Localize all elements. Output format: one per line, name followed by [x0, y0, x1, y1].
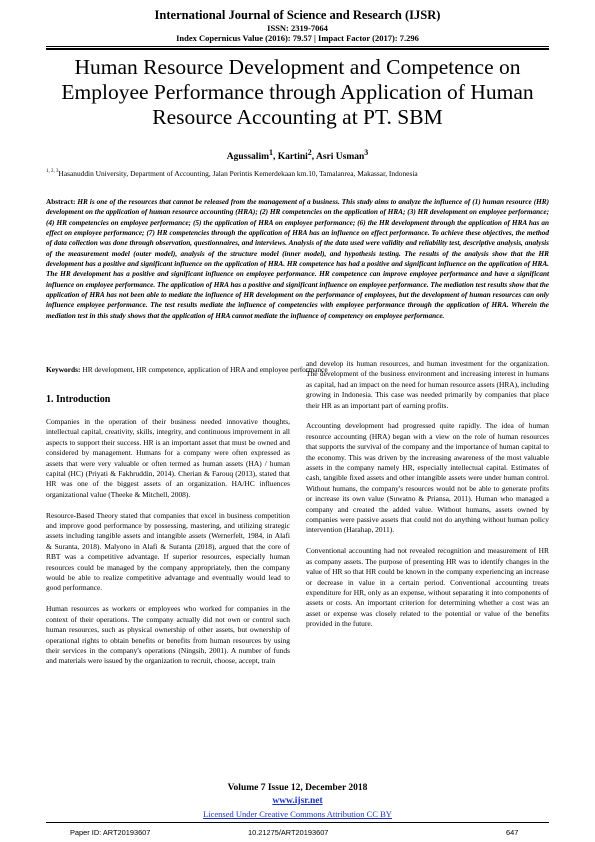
- journal-index: Index Copernicus Value (2016): 79.57 | Impact Factor (2017): 7.296: [176, 33, 419, 43]
- paragraph: Human resources as workers or employees who worked for companies in the context of their operations. The company actually did not own or control such human resources, such as physical ownership of other assets, but ownership of operational rights to obtain benefits or benefits from human resources by using their services in the company's operations (Ningsih, 2001). A number of funds and materials were issued by the organization to recruit, choose, accept, train: [46, 604, 290, 666]
- footer-volume: Volume 7 Issue 12, December 2018: [227, 783, 368, 793]
- paragraph: Conventional accounting had not revealed recognition and measurement of HR as company assets. The purpose of presenting HR was to identify changes in the value of HR so that HR could be known in the company experiencing an increase or decrease in value in a certain period. Conventional accounting treats expenditure for HR, only as an expense, without separating it into components of assets or costs. An important criterion for determining whether a cost was an asset or expense was closely related to the potential or value of the benefits provided in the future.: [306, 546, 549, 629]
- paragraph: Companies in the operation of their business needed innovative thoughts, intellectual capital, creativity, skills, integrity, and continuous improvement in all aspects to support their success. HR is an important asset that must be owned and considered by management. Humans for a company were often expressed as assets that were very valuable or often termed as human assets (HA) / human capital (HC) (Priyati & Fakhruddin, 2014). Cherian & Farouq (2013), stated that HR was one of the biggest assets of an organization. HA/HC influences organizational value (Theeke & Mitchell, 2008).: [46, 417, 290, 499]
- footer-page-number: 647: [506, 828, 519, 837]
- abstract-text: HR is one of the resources that cannot be released from the management of a business. This study aims to analyze the influence of (1) human resource (HR) development on the application of human resource accounting (HRA); (2) HR competencies on the application of HRA; (3) HR development on employee performance; (4) HR competencies on employee performance; (5) the application of HRA on employee performance; (6) the HR development through the application of HRA has an effect on employee performance; (7) HR competencies through the application of HRA has an influence on effect performance. To achieve these objectives, the method of data collection was done through observation, questionnaires, and interviews. Analysis of the data used were validity and reliability test, descriptive analysis, analysis of the measurement model (outer model), analysis of the structure model (inner model), and hypothesis testing. The results of the analysis show that the HR development has a positive and significant influence on the application of HRA. HR competence has had a positive and significant influence on the application of HRA. The HR development has a positive and significant influence on employee performance. HR competence can improve employee performance and have a significant influence on employee performance. The application of HRA has a positive and significant influence on employee performance. The mediation test results show that the application of HRA has not been able to mediate the influence of HR development on the performance of employees, but the development of human resources can only influence employee performance. The test results mediate the influence of competencies with employee performance through the application of HRA. Wherein the mediation test in this study shows that the application of HRA cannot mediate the influence of competency on employee performance.: [46, 198, 549, 320]
- footer-doi: 10.21275/ART20193607: [248, 828, 329, 837]
- author-name: Asri Usman: [315, 152, 365, 163]
- author-sup: 2: [307, 148, 312, 157]
- author-list: Agussalim$^1$, Kartini$^2$, Asri Usman$^3$: [226, 148, 369, 163]
- keywords-text: HR development, HR competence, application of HRA and employee performance: [82, 365, 328, 374]
- affiliation-text: Hasanuddin University, Department of Accounting, Jalan Perintis Kemerdekaan km.10, Tamalanrea, Makassar, Indonesia: [58, 169, 418, 178]
- footer-rule: [46, 822, 549, 823]
- affiliation-sup: 1, 2, 3: [46, 169, 59, 174]
- author-sup: 3: [364, 148, 369, 157]
- left-column: [46, 394, 290, 677]
- footer-paper-id: Paper ID: ART20193607: [70, 828, 151, 837]
- right-column: [306, 359, 549, 640]
- paragraph: and develop its human resources, and human investment for the organization. The development of the business environment and increasing interest in humans as capital, had an impact on the need for human resource assets (HRA), including growing in Indonesia. This case was needed primarily by companies that place their HR as an important part of earning profits.: [306, 359, 549, 410]
- journal-name: International Journal of Science and Research (IJSR): [154, 8, 441, 22]
- paragraph: Accounting development had progressed quite rapidly. The idea of human resource accounting (HRA) began with a view on the role of human resources that supports the survival of the company and the importance of human capital to the economy. This was driven by the increasing awareness of the most valuable assets in the company namely HR, especially intellectual capital. Estimates of cash, tangible fixed assets and other intangible assets were under human control. Without humans, the company's resources would not be able to generate profits or increase its own value (Suwatno & Priansa, 2011). Human who managed a company and created the added value. Without humans, assets owned by companies were passive assets that could not do anything without human policy intervention (Harahap, 2011).: [306, 421, 549, 535]
- footer-license-link[interactable]: Licensed Under Creative Commons Attribution CC BY: [203, 809, 392, 819]
- footer-website-link[interactable]: www.ijsr.net: [272, 796, 323, 806]
- abstract: [46, 197, 549, 321]
- section-heading: 1. Introduction: [46, 394, 111, 405]
- header-rule: [46, 46, 549, 47]
- journal-issn: ISSN: 2319-7064: [267, 23, 328, 33]
- author-sup: 1: [269, 148, 273, 157]
- author-name: Agussalim: [226, 152, 269, 163]
- header-rule-thick: [46, 48, 549, 50]
- affiliation: [46, 167, 549, 179]
- keywords-label: Keywords:: [46, 365, 81, 374]
- paragraph: Resource-Based Theory stated that companies that excel in business competition and improve good performance by possessing, mastering, and utilizing strategic assets including tangible assets and intangible assets (Wernerfelt, 1984, in Alafi & Suranta, 2018). Malyono in Alafi & Suranta (2018), argued that the core of RBT was a competitive advantage. If superior resources, especially human resources could be managed by the company appropriately, then the company would be able to realize competitive advantage and eventually would lead to good performance.: [46, 510, 290, 593]
- abstract-label: Abstract:: [46, 198, 76, 206]
- paper-title: Human Resource Development and Competence on Employee Performance through Application of Human Resource Accounting at PT. SBM: [61, 55, 534, 129]
- author-name: Kartini: [277, 152, 308, 163]
